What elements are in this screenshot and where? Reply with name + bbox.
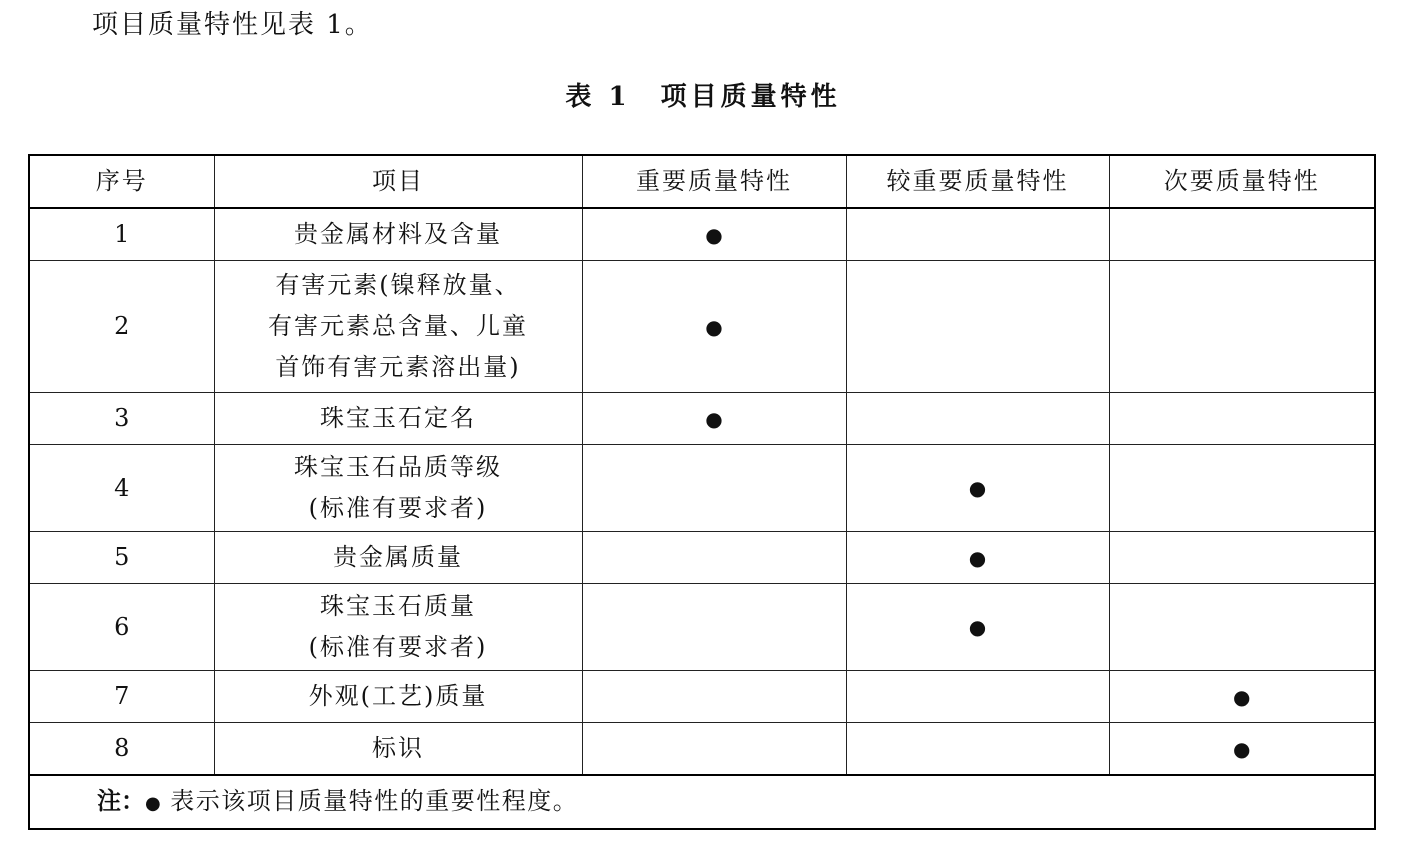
quality-characteristics-table [28, 154, 1376, 830]
major-characteristic-cell [582, 208, 846, 261]
importance-dot: ● [968, 545, 987, 570]
moderate-characteristic-cell [846, 584, 1109, 671]
table-row [29, 445, 1375, 532]
item-line: 外观(工艺)质量 [308, 682, 488, 710]
moderate-characteristic-cell [846, 532, 1109, 584]
major-characteristic-cell [582, 723, 846, 776]
table-row [29, 261, 1375, 393]
moderate-characteristic-cell [846, 208, 1109, 261]
major-characteristic-cell [582, 393, 846, 445]
table-row [29, 723, 1375, 776]
header-moderate-characteristic: 较重要质量特性 [846, 155, 1109, 208]
minor-characteristic-cell [1109, 261, 1375, 393]
note-label: 注： [97, 786, 145, 815]
item-cell [214, 723, 582, 776]
table-caption [0, 78, 1406, 116]
item-line: 首饰有害元素溶出量) [275, 353, 521, 381]
minor-characteristic-cell [1109, 445, 1375, 532]
note-text: 表示该项目质量特性的重要性程度。 [170, 787, 579, 815]
item-cell [214, 445, 582, 532]
note-row [29, 775, 1375, 829]
item-line: 标识 [372, 734, 424, 762]
table-row [29, 671, 1375, 723]
table-body [29, 208, 1375, 775]
importance-dot: ● [968, 615, 987, 639]
minor-characteristic-cell [1109, 393, 1375, 445]
header-item: 项目 [214, 155, 582, 208]
header-major-characteristic: 重要质量特性 [582, 155, 846, 208]
row-number-cell: 5 [29, 532, 214, 584]
row-number-cell: 3 [29, 393, 214, 445]
minor-characteristic-cell [1109, 532, 1375, 584]
row-number-cell: 2 [29, 261, 214, 393]
note-cell [29, 775, 1375, 829]
item-line: 有害元素总含量、儿童 [268, 312, 528, 340]
row-number-cell: 4 [29, 445, 214, 532]
major-characteristic-cell [582, 261, 846, 393]
intro-text: 项目质量特性见表 1。 [92, 10, 373, 40]
row-number-cell: 7 [29, 671, 214, 723]
item-line: 贵金属质量 [333, 543, 463, 571]
importance-dot: ● [705, 314, 723, 339]
table-row [29, 584, 1375, 671]
moderate-characteristic-cell [846, 445, 1109, 532]
header-minor-characteristic: 次要质量特性 [1109, 155, 1375, 208]
moderate-characteristic-cell [846, 671, 1109, 723]
importance-dot: ● [705, 222, 723, 247]
item-line: 珠宝玉石质量 [320, 592, 476, 620]
item-line: 贵金属材料及含量 [294, 220, 502, 248]
importance-dot: ● [1233, 736, 1251, 761]
item-line: 有害元素(镍释放量、 [275, 271, 521, 299]
importance-dot: ● [968, 476, 987, 500]
minor-characteristic-cell [1109, 584, 1375, 671]
header-serial-number: 序号 [29, 155, 214, 208]
importance-dot: ● [1233, 684, 1251, 709]
importance-dot: ● [705, 406, 723, 431]
row-number-cell: 6 [29, 584, 214, 671]
note-dot-symbol: ● [145, 793, 163, 814]
item-cell [214, 261, 582, 393]
minor-characteristic-cell [1109, 671, 1375, 723]
major-characteristic-cell [582, 532, 846, 584]
moderate-characteristic-cell [846, 261, 1109, 393]
table-row [29, 532, 1375, 584]
item-cell [214, 208, 582, 261]
item-cell [214, 393, 582, 445]
table-row [29, 208, 1375, 261]
minor-characteristic-cell [1109, 208, 1375, 261]
item-line: 珠宝玉石品质等级 [294, 453, 502, 481]
row-number-cell: 8 [29, 723, 214, 776]
moderate-characteristic-cell [846, 393, 1109, 445]
moderate-characteristic-cell [846, 723, 1109, 776]
major-characteristic-cell [582, 584, 846, 671]
table-row [29, 393, 1375, 445]
item-line: (标准有要求者) [308, 494, 488, 522]
item-cell [214, 584, 582, 671]
item-cell [214, 671, 582, 723]
item-line: (标准有要求者) [308, 633, 488, 661]
major-characteristic-cell [582, 445, 846, 532]
item-cell [214, 532, 582, 584]
minor-characteristic-cell [1109, 723, 1375, 776]
caption-label: 表 1 [565, 82, 631, 112]
caption-title: 项目质量特性 [660, 82, 841, 112]
table-header-row [29, 155, 1375, 208]
major-characteristic-cell [582, 671, 846, 723]
item-line: 珠宝玉石定名 [320, 404, 476, 432]
row-number-cell: 1 [29, 208, 214, 261]
